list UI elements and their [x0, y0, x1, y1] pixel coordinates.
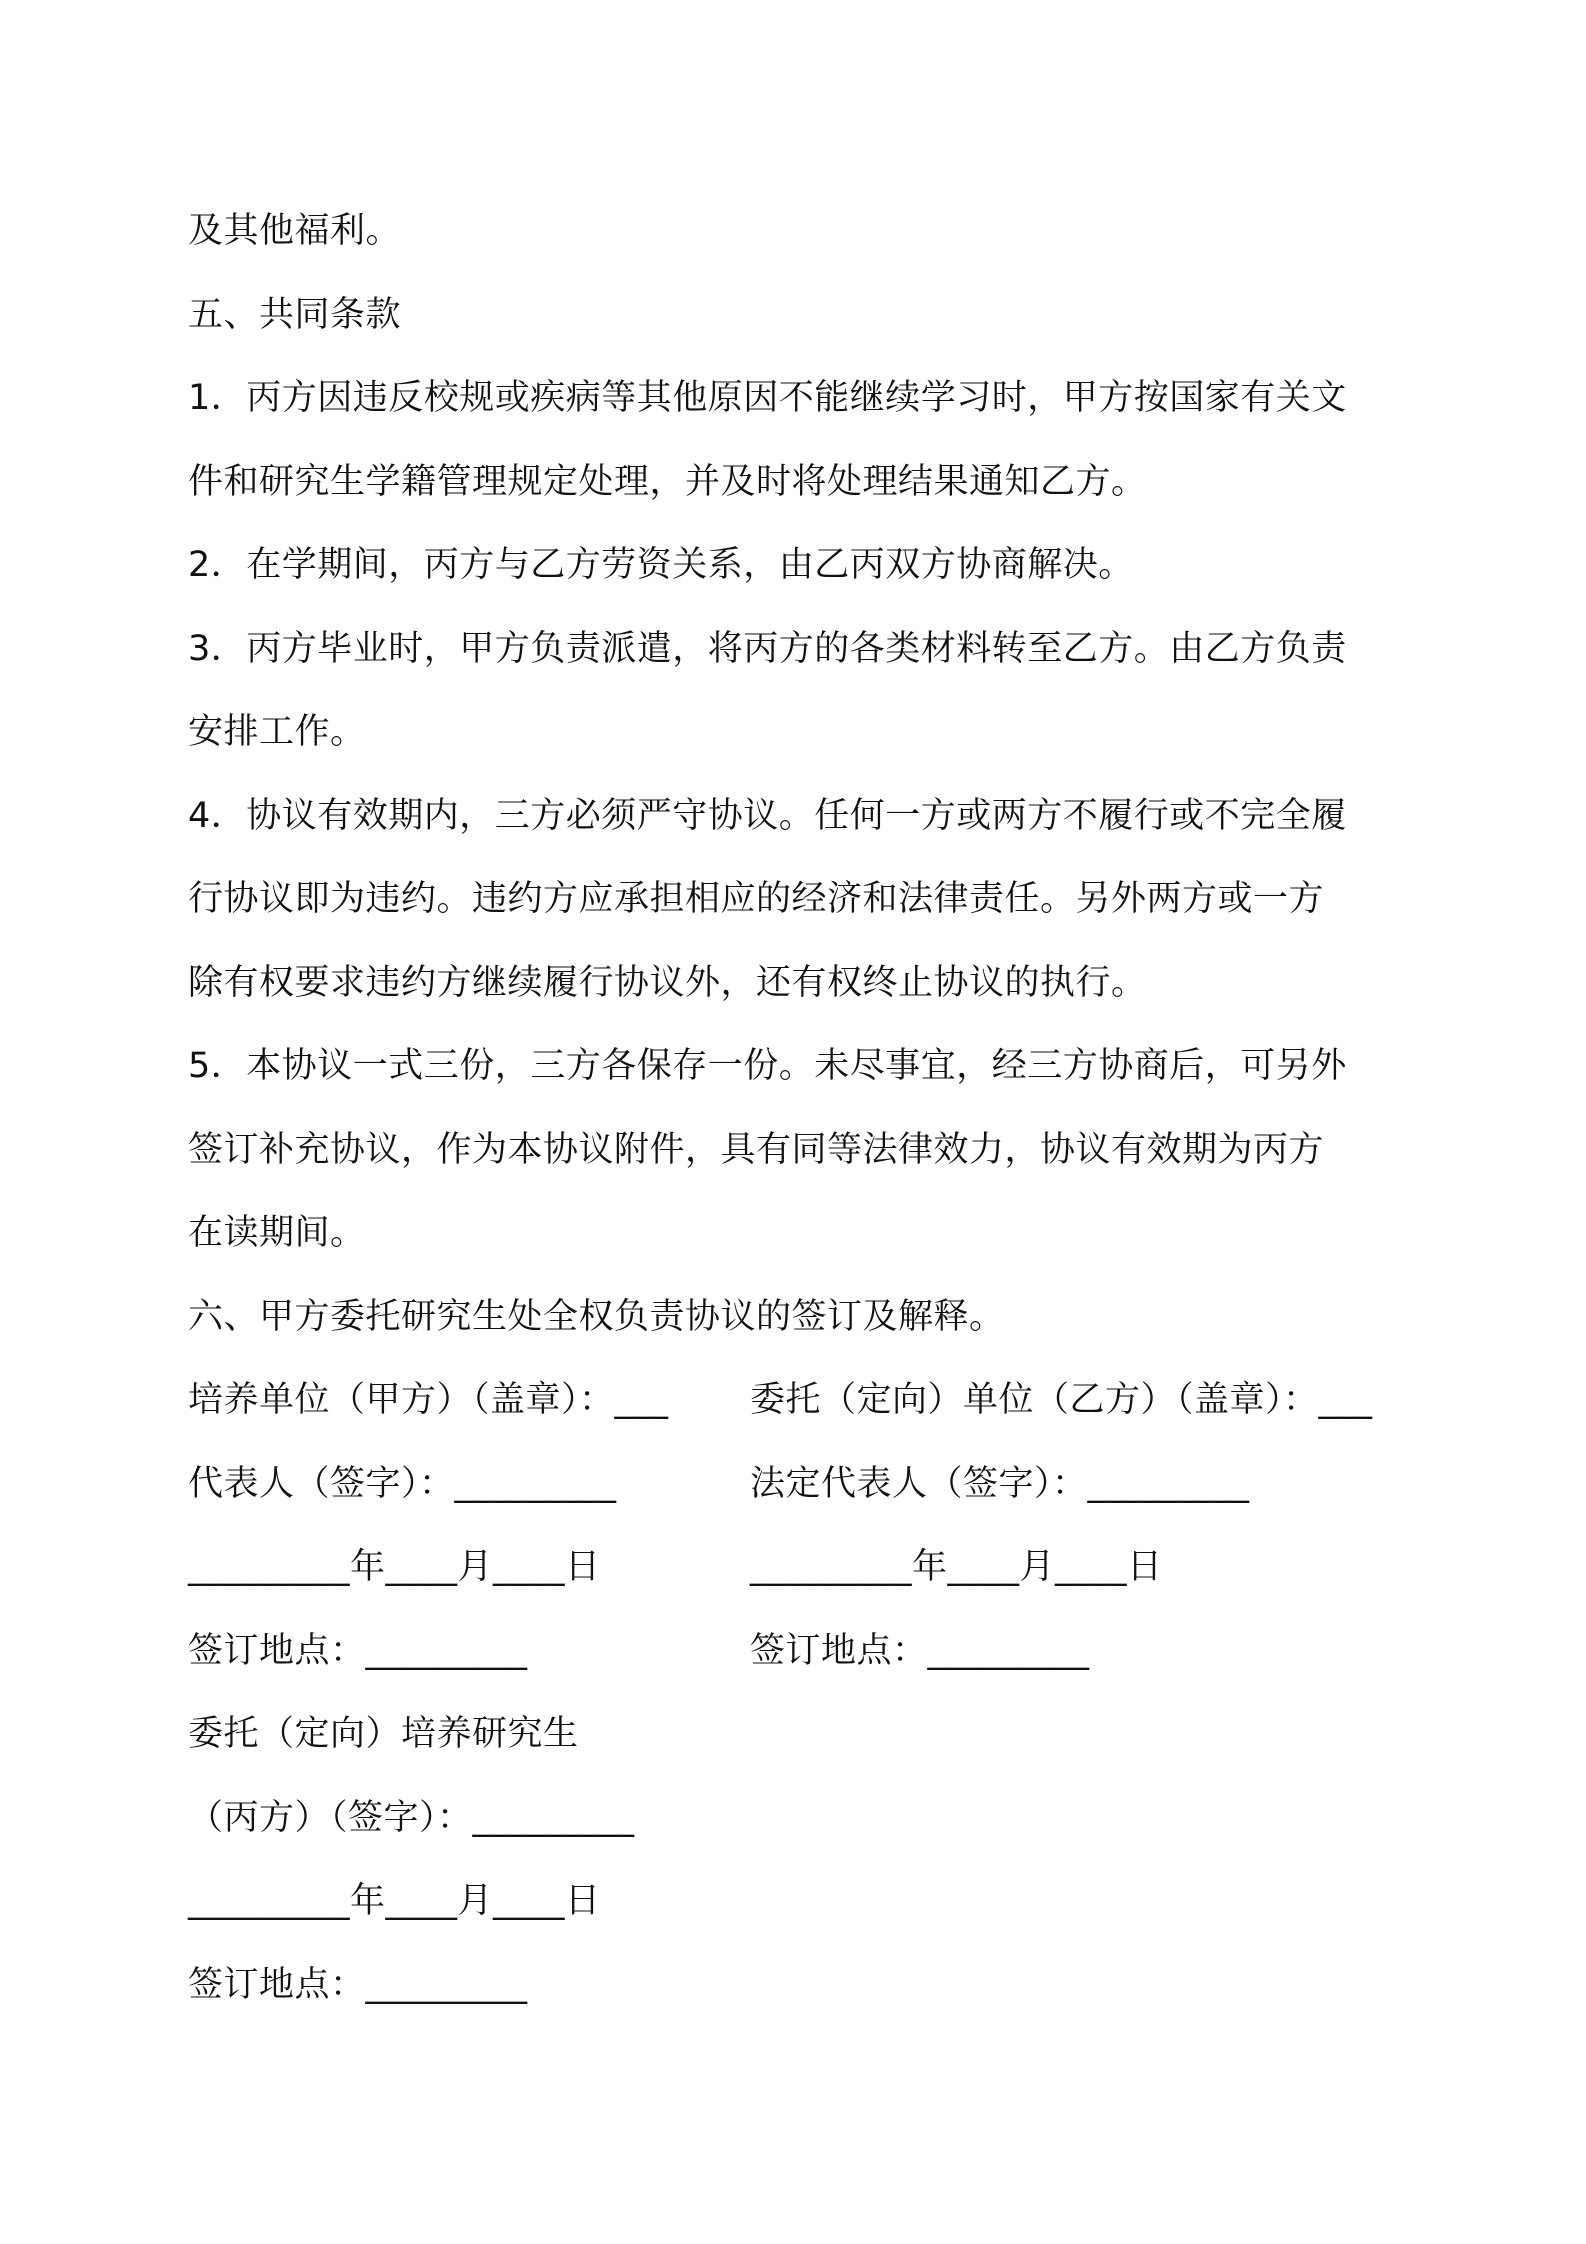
- clause-text: 3．丙方毕业时，甲方负责派遣，将丙方的各类材料转至乙方。由乙方负责: [188, 628, 1347, 669]
- party-b-place-field: 签订地点：_________: [750, 1630, 1090, 1671]
- clause-text: 行协议即为违约。违约方应承担相应的经济和法律责任。另外两方或一方: [188, 879, 1325, 919]
- clause-text: 件和研究生学籍管理规定处理，并及时将处理结果通知乙方。: [188, 461, 1147, 502]
- signature-row: [188, 1526, 1418, 1610]
- clause-text: 安排工作。: [188, 712, 366, 752]
- student-party-title: 委托（定向）培养研究生: [188, 1714, 579, 1754]
- clause-text: 4．协议有效期内，三方必须严守协议。任何一方或两方不履行或不完全履: [188, 795, 1347, 836]
- clause-text: 2．在学期间，丙方与乙方劳资关系，由乙丙双方协商解决。: [188, 545, 1134, 585]
- party-b-seal-field: 委托（定向）单位（乙方）（盖章）：___: [750, 1380, 1373, 1420]
- section-heading-five: 五、共同条款: [188, 294, 402, 335]
- party-a-representative-field: 代表人（签字）：_________: [188, 1463, 617, 1504]
- clause-text: 5．本协议一式三份，三方各保存一份。未尽事宜，经三方协商后，可另外: [188, 1046, 1347, 1086]
- clause-text: 在读期间。: [188, 1213, 366, 1253]
- party-a-place-field: 签订地点：_________: [188, 1630, 528, 1671]
- party-a-date-field: _________年____月____日: [188, 1547, 601, 1587]
- clause-text: 除有权要求违约方继续履行协议外，还有权终止协议的执行。: [188, 962, 1147, 1003]
- clause-text: 及其他福利。: [188, 211, 402, 251]
- document-body: [188, 190, 1418, 2027]
- signature-row: [188, 1359, 1418, 1443]
- party-a-seal-field: 培养单位（甲方）（盖章）：___: [188, 1380, 669, 1420]
- clause-text: 签订补充协议，作为本协议附件，具有同等法律效力，协议有效期为丙方: [188, 1129, 1325, 1170]
- clause-text: 1．丙方因违反校规或疾病等其他原因不能继续学习时，甲方按国家有关文: [188, 378, 1347, 418]
- party-c-place-field: 签订地点：_________: [188, 1964, 528, 2005]
- signature-row: [188, 1443, 1418, 1527]
- party-b-date-field: _________年____月____日: [750, 1547, 1163, 1587]
- section-heading-six: 六、甲方委托研究生处全权负责协议的签订及解释。: [188, 1296, 1005, 1337]
- party-b-legal-representative-field: 法定代表人（签字）：_________: [750, 1463, 1250, 1504]
- party-c-signature-field: （丙方）（签字）：_________: [188, 1797, 635, 1838]
- party-c-date-field: _________年____月____日: [188, 1881, 601, 1921]
- signature-row: [188, 1610, 1418, 1694]
